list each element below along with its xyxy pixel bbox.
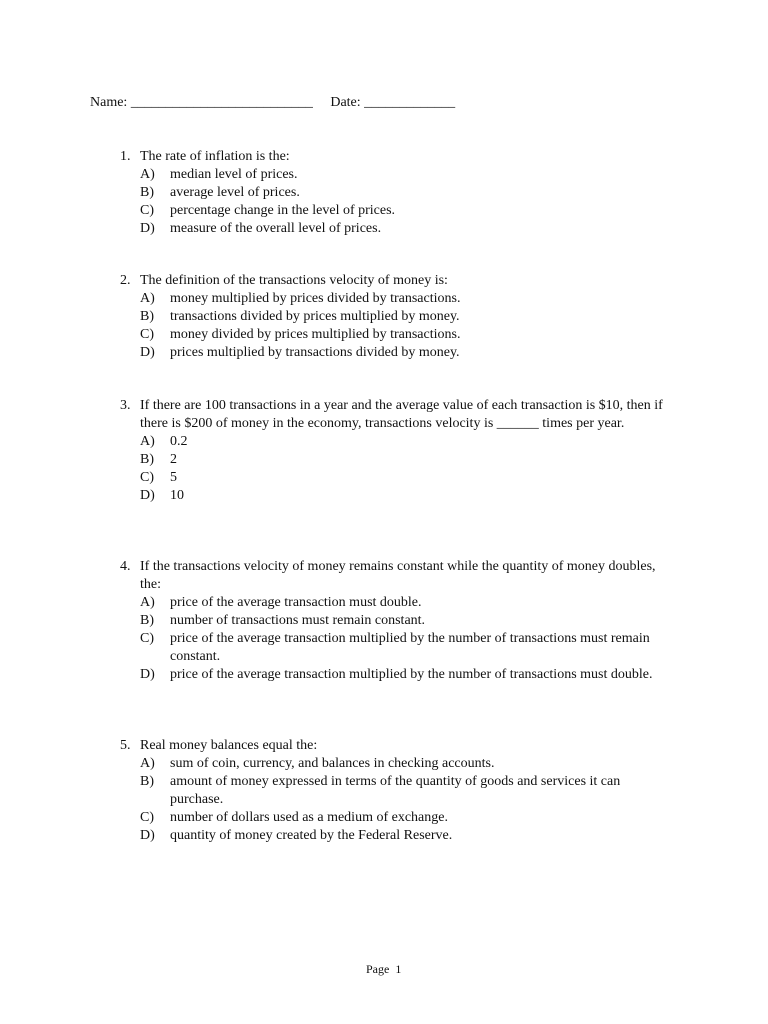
option-text: money multiplied by prices divided by transactions. bbox=[170, 291, 461, 306]
option-a bbox=[120, 755, 670, 773]
option-text: 5 bbox=[170, 470, 177, 485]
option-d bbox=[120, 487, 670, 505]
option-text: money divided by prices multiplied by transactions. bbox=[170, 327, 461, 342]
date-label: Date: bbox=[330, 95, 361, 110]
option-text: average level of prices. bbox=[170, 185, 300, 200]
option-b bbox=[120, 451, 670, 469]
option-letter: C) bbox=[140, 631, 154, 646]
question-number: 1. bbox=[120, 149, 131, 164]
option-a bbox=[120, 166, 670, 184]
option-text: price of the average transaction multiplied by the number of transactions must double. bbox=[170, 667, 653, 682]
option-text: number of dollars used as a medium of exchange. bbox=[170, 810, 448, 825]
question-stem: If there are 100 transactions in a year and the average value of each transaction is $10, then if there is $200 of money in the economy, transactions velocity is ______ times per year. bbox=[140, 398, 663, 431]
option-letter: B) bbox=[140, 452, 154, 467]
option-letter: C) bbox=[140, 203, 154, 218]
question-2 bbox=[120, 272, 670, 362]
option-text: price of the average transaction must double. bbox=[170, 595, 422, 610]
option-text: transactions divided by prices multiplied by money. bbox=[170, 309, 460, 324]
option-text: prices multiplied by transactions divided by money. bbox=[170, 345, 460, 360]
option-text: price of the average transaction multiplied by the number of transactions must remain constant. bbox=[170, 631, 650, 664]
question-3 bbox=[120, 397, 670, 505]
option-d bbox=[120, 344, 670, 362]
option-text: sum of coin, currency, and balances in checking accounts. bbox=[170, 756, 495, 771]
name-label: Name: bbox=[90, 95, 128, 110]
question-stem: The definition of the transactions velocity of money is: bbox=[140, 273, 448, 288]
option-letter: D) bbox=[140, 828, 155, 843]
question-number: 3. bbox=[120, 398, 131, 413]
option-letter: C) bbox=[140, 470, 154, 485]
page-label: Page bbox=[366, 962, 390, 976]
option-b bbox=[120, 184, 670, 202]
option-text: 10 bbox=[170, 488, 184, 503]
date-blank: _____________ bbox=[364, 95, 456, 110]
option-letter: D) bbox=[140, 221, 155, 236]
question-1 bbox=[120, 148, 670, 238]
option-a bbox=[120, 433, 670, 451]
page-number: 1 bbox=[395, 962, 402, 976]
question-stem: The rate of inflation is the: bbox=[140, 149, 290, 164]
option-letter: A) bbox=[140, 756, 155, 771]
option-letter: A) bbox=[140, 434, 155, 449]
option-text: median level of prices. bbox=[170, 167, 298, 182]
option-text: percentage change in the level of prices. bbox=[170, 203, 396, 218]
option-letter: A) bbox=[140, 595, 155, 610]
option-d bbox=[120, 666, 670, 684]
option-c bbox=[120, 326, 670, 344]
option-c bbox=[120, 809, 670, 827]
option-a bbox=[120, 290, 670, 308]
question-number: 5. bbox=[120, 738, 131, 753]
name-blank: __________________________ bbox=[130, 95, 313, 110]
option-b bbox=[120, 773, 670, 809]
question-number: 2. bbox=[120, 273, 131, 288]
option-letter: A) bbox=[140, 167, 155, 182]
option-b bbox=[120, 612, 670, 630]
page-footer bbox=[366, 962, 401, 977]
option-letter: C) bbox=[140, 327, 154, 342]
option-letter: B) bbox=[140, 774, 154, 789]
option-letter: C) bbox=[140, 810, 154, 825]
option-letter: A) bbox=[140, 291, 155, 306]
question-number: 4. bbox=[120, 559, 131, 574]
option-c bbox=[120, 630, 670, 666]
option-letter: D) bbox=[140, 345, 155, 360]
option-letter: B) bbox=[140, 613, 154, 628]
option-c bbox=[120, 469, 670, 487]
option-text: 2 bbox=[170, 452, 177, 467]
option-letter: D) bbox=[140, 488, 155, 503]
option-d bbox=[120, 827, 670, 845]
option-letter: B) bbox=[140, 185, 154, 200]
question-5 bbox=[120, 737, 670, 845]
header-fields bbox=[90, 94, 455, 112]
option-b bbox=[120, 308, 670, 326]
question-4 bbox=[120, 558, 670, 684]
option-text: amount of money expressed in terms of the quantity of goods and services it can purchase. bbox=[170, 774, 621, 807]
option-text: 0.2 bbox=[170, 434, 188, 449]
question-stem: Real money balances equal the: bbox=[140, 738, 318, 753]
option-text: measure of the overall level of prices. bbox=[170, 221, 382, 236]
option-c bbox=[120, 202, 670, 220]
option-text: quantity of money created by the Federal Reserve. bbox=[170, 828, 453, 843]
option-letter: B) bbox=[140, 309, 154, 324]
question-stem: If the transactions velocity of money remains constant while the quantity of money doubles, the: bbox=[140, 559, 656, 592]
option-a bbox=[120, 594, 670, 612]
option-letter: D) bbox=[140, 667, 155, 682]
option-text: number of transactions must remain constant. bbox=[170, 613, 426, 628]
option-d bbox=[120, 220, 670, 238]
